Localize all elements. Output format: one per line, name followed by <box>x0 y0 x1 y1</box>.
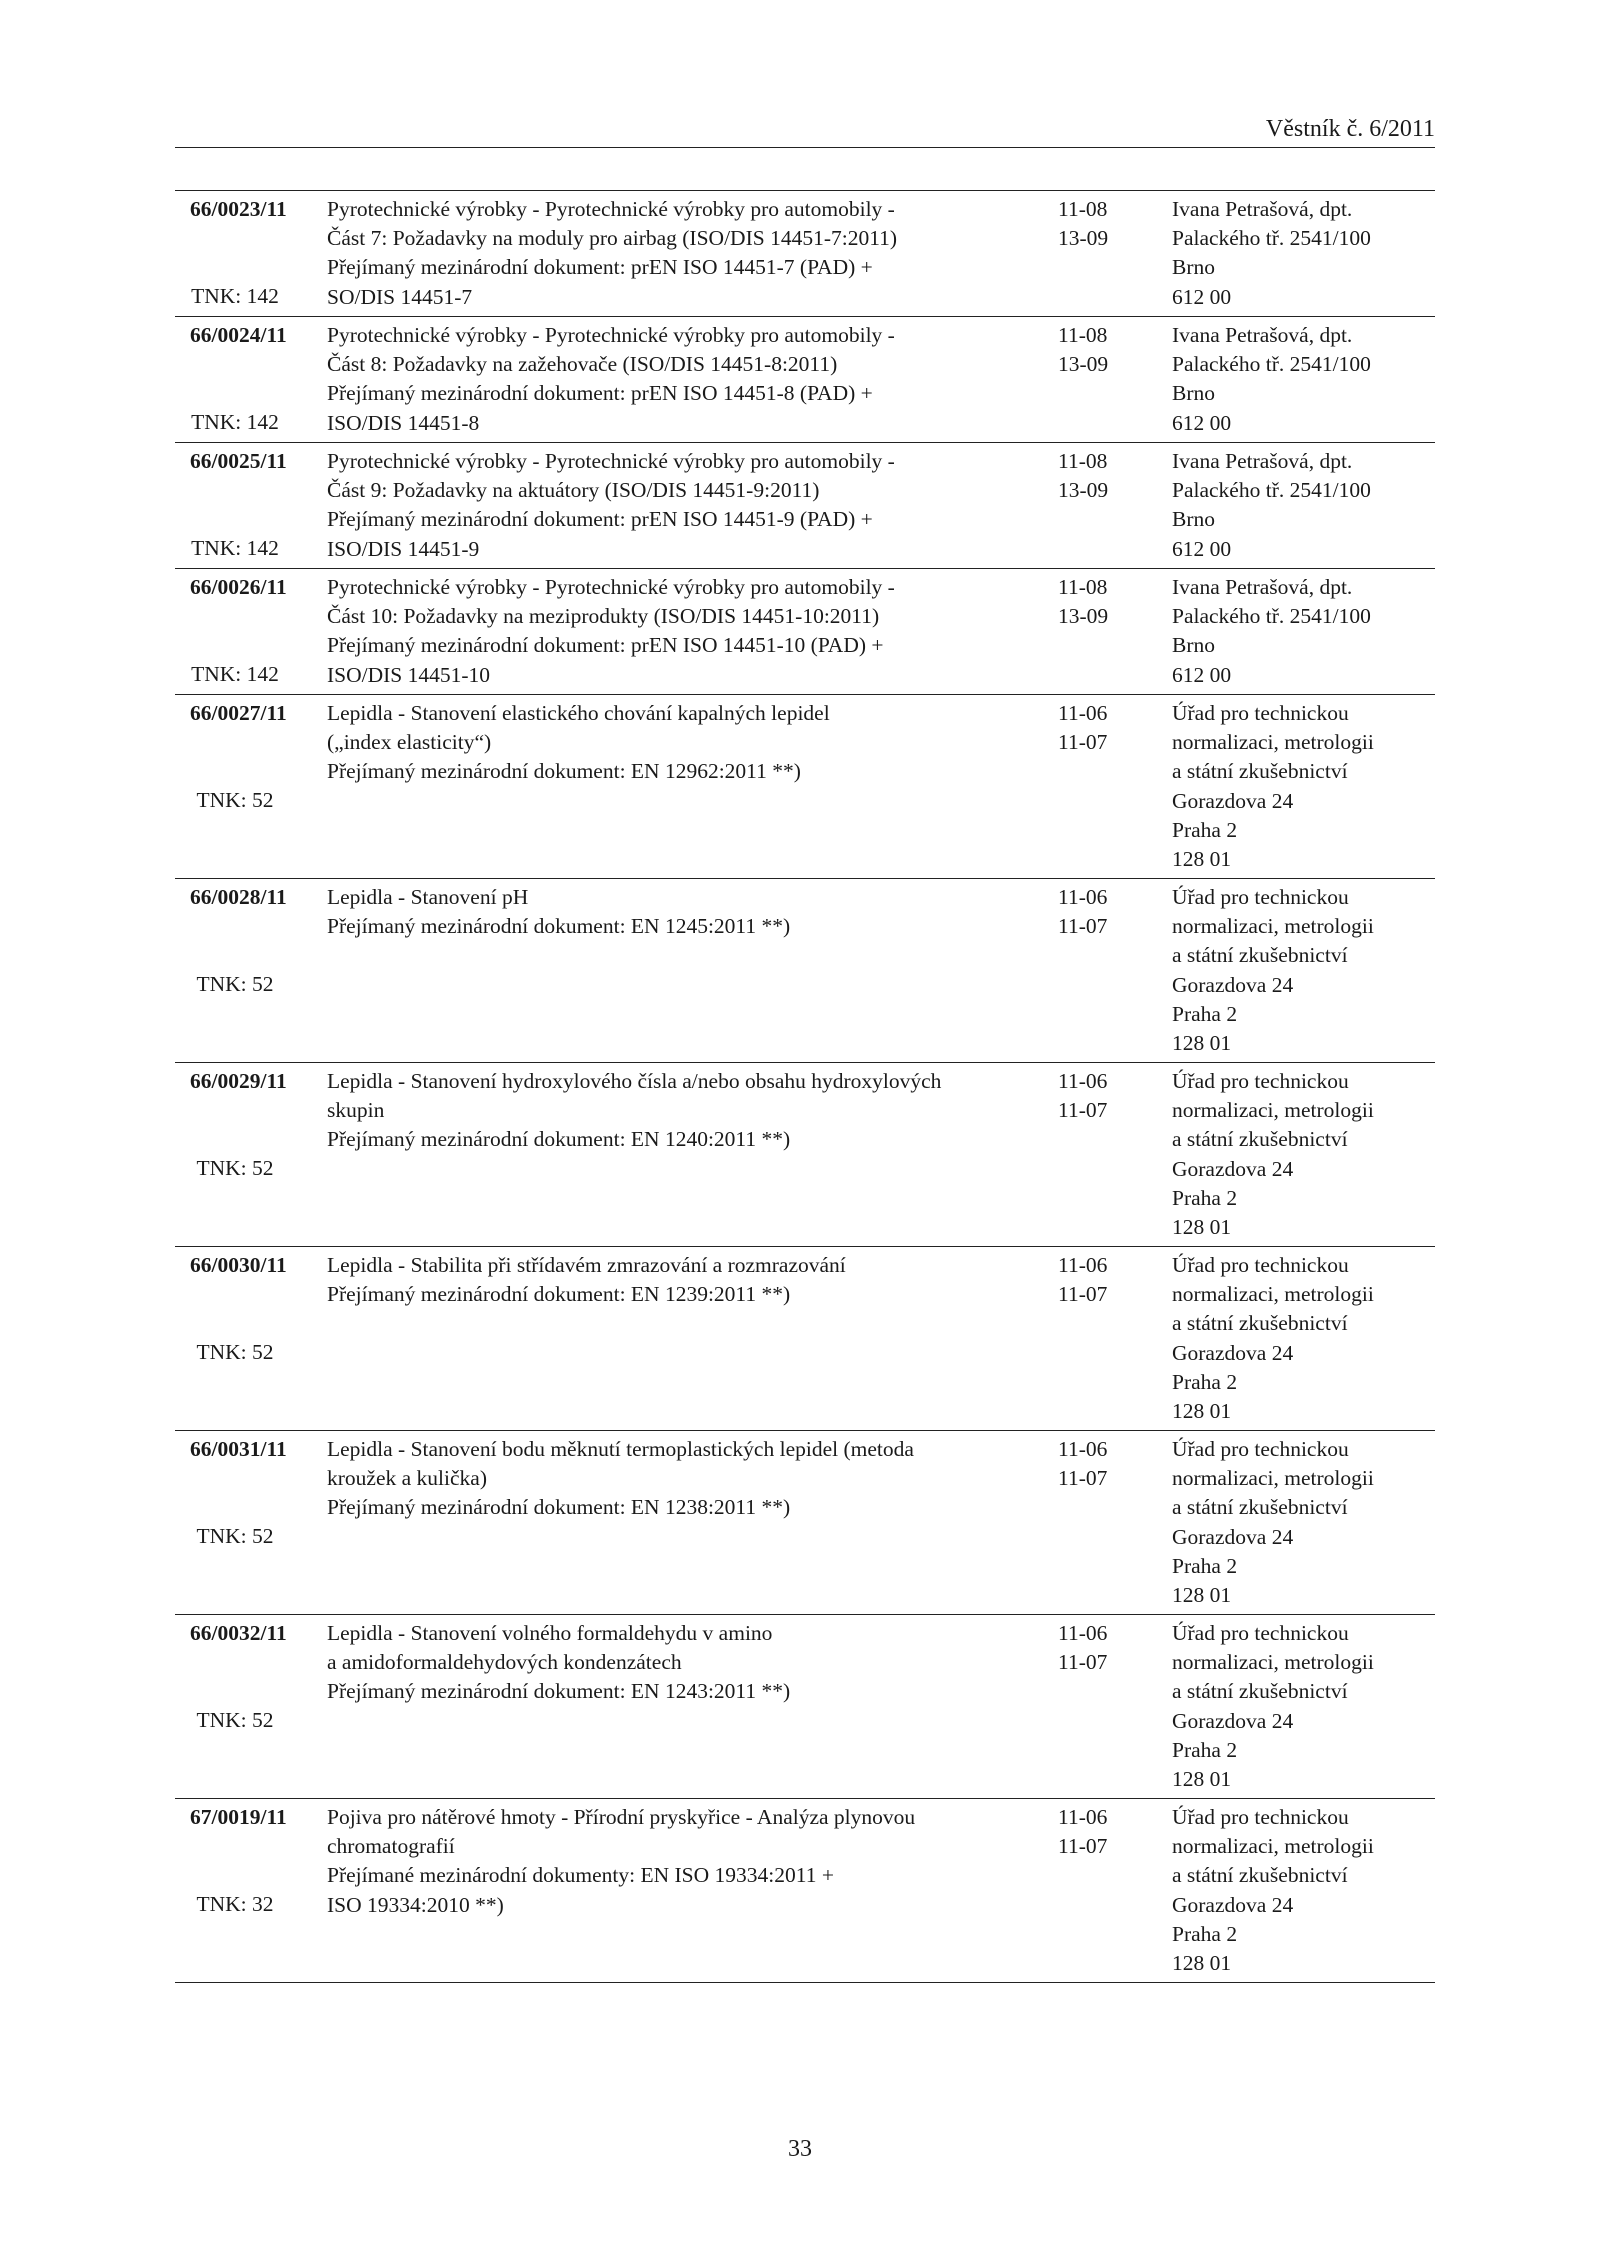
address-line: a státní zkušebnictví <box>1172 1863 1348 1888</box>
record-dates <box>1058 195 1138 253</box>
date-value: 11-08 <box>1058 575 1108 599</box>
record-dates <box>1058 699 1138 757</box>
address-line: Praha 2 <box>1172 1369 1238 1394</box>
description-line: Přejímaný mezinárodní dokument: EN 12962:2011 **) <box>327 759 801 784</box>
date-value: 11-08 <box>1058 197 1108 221</box>
description-line: Část 8: Požadavky na zažehovače (ISO/DIS 14451-8:2011) <box>327 352 838 377</box>
address-line: 612 00 <box>1172 662 1232 687</box>
record-dates <box>1058 1619 1138 1677</box>
address-line: Praha 2 <box>1172 1001 1238 1026</box>
address-line: normalizaci, metrologii <box>1172 1282 1374 1307</box>
record-tnk: TNK: 142 <box>191 284 279 308</box>
record-id: 66/0028/11 <box>190 885 287 909</box>
page-number: 33 <box>788 2136 812 2162</box>
record-tnk: TNK: 32 <box>196 1892 274 1916</box>
description-line: Pyrotechnické výrobky - Pyrotechnické výrobky pro automobily - <box>327 323 895 347</box>
journal-issue-title: Věstník č. 6/2011 <box>1265 116 1435 142</box>
description-line: Část 9: Požadavky na aktuátory (ISO/DIS 14451-9:2011) <box>327 478 820 503</box>
date-value: 11-06 <box>1058 1621 1108 1645</box>
address-line: Gorazdova 24 <box>1172 1892 1294 1917</box>
address-line: normalizaci, metrologii <box>1172 1098 1374 1123</box>
table-row <box>175 879 1435 1063</box>
description-line: skupin <box>327 1098 385 1123</box>
record-tnk: TNK: 52 <box>196 1340 274 1364</box>
description-line: ISO 19334:2010 **) <box>327 1892 504 1917</box>
address-line: Brno <box>1172 381 1215 406</box>
date-value: 11-08 <box>1058 323 1108 347</box>
record-tnk: TNK: 52 <box>196 1708 274 1732</box>
table-row <box>175 1431 1435 1615</box>
description-line: Přejímaný mezinárodní dokument: prEN ISO 14451-8 (PAD) + <box>327 381 873 406</box>
table-row <box>175 1063 1435 1247</box>
date-value: 11-06 <box>1058 1253 1108 1277</box>
date-value: 11-07 <box>1058 914 1108 939</box>
address-line: 612 00 <box>1172 284 1232 309</box>
record-tnk: TNK: 52 <box>196 1524 274 1548</box>
address-line: normalizaci, metrologii <box>1172 1834 1374 1859</box>
table-row <box>175 1247 1435 1431</box>
record-tnk: TNK: 52 <box>196 788 274 812</box>
description-line: Přejímané mezinárodní dokumenty: EN ISO 19334:2011 + <box>327 1863 834 1888</box>
record-id: 66/0025/11 <box>190 449 287 473</box>
record-address <box>1172 321 1442 438</box>
address-line: Praha 2 <box>1172 1553 1238 1578</box>
address-line: Brno <box>1172 255 1215 280</box>
address-line: normalizaci, metrologii <box>1172 1466 1374 1491</box>
record-address <box>1172 195 1442 312</box>
address-line: Gorazdova 24 <box>1172 1340 1294 1365</box>
address-line: Palackého tř. 2541/100 <box>1172 604 1371 629</box>
address-line: Praha 2 <box>1172 1737 1238 1762</box>
address-line: 128 01 <box>1172 1951 1232 1976</box>
table-row <box>175 1799 1435 1983</box>
address-line: Úřad pro technickou <box>1172 1069 1349 1093</box>
address-line: Ivana Petrašová, dpt. <box>1172 323 1353 347</box>
address-line: 128 01 <box>1172 1399 1232 1424</box>
table-row <box>175 191 1435 317</box>
address-line: Gorazdova 24 <box>1172 972 1294 997</box>
description-line: Přejímaný mezinárodní dokument: prEN ISO 14451-9 (PAD) + <box>327 507 873 532</box>
record-tnk: TNK: 52 <box>196 972 274 996</box>
address-line: 128 01 <box>1172 1583 1232 1608</box>
record-address <box>1172 573 1442 690</box>
record-address <box>1172 1803 1442 1978</box>
date-value: 11-07 <box>1058 1466 1108 1491</box>
address-line: Brno <box>1172 507 1215 532</box>
address-line: normalizaci, metrologii <box>1172 730 1374 755</box>
record-address <box>1172 1619 1442 1794</box>
description-line: ISO/DIS 14451-10 <box>327 662 491 687</box>
address-line: Úřad pro technickou <box>1172 1253 1349 1277</box>
date-value: 11-07 <box>1058 1282 1108 1307</box>
record-id: 66/0031/11 <box>190 1437 287 1461</box>
record-dates <box>1058 1435 1138 1493</box>
record-dates <box>1058 447 1138 505</box>
date-value: 13-09 <box>1058 226 1109 251</box>
record-dates <box>1058 1251 1138 1309</box>
address-line: Úřad pro technickou <box>1172 885 1349 909</box>
address-line: a státní zkušebnictví <box>1172 943 1348 968</box>
record-id: 66/0027/11 <box>190 701 287 725</box>
address-line: Palackého tř. 2541/100 <box>1172 226 1371 251</box>
description-line: chromatografií <box>327 1834 455 1859</box>
address-line: a státní zkušebnictví <box>1172 759 1348 784</box>
address-line: 128 01 <box>1172 1767 1232 1792</box>
address-line: Praha 2 <box>1172 1921 1238 1946</box>
record-id: 66/0029/11 <box>190 1069 287 1093</box>
record-tnk: TNK: 142 <box>191 662 279 686</box>
record-dates <box>1058 883 1138 941</box>
description-line: Přejímaný mezinárodní dokument: EN 1238:2011 **) <box>327 1495 791 1520</box>
address-line: Úřad pro technickou <box>1172 1621 1349 1645</box>
description-line: Pyrotechnické výrobky - Pyrotechnické výrobky pro automobily - <box>327 449 895 473</box>
standards-records-table <box>175 190 1435 1983</box>
address-line: 128 01 <box>1172 847 1232 872</box>
address-line: 612 00 <box>1172 536 1232 561</box>
description-line: Lepidla - Stanovení elastického chování kapalných lepidel <box>327 701 830 725</box>
record-tnk: TNK: 142 <box>191 410 279 434</box>
address-line: a státní zkušebnictví <box>1172 1127 1348 1152</box>
description-line: Pyrotechnické výrobky - Pyrotechnické výrobky pro automobily - <box>327 575 895 599</box>
date-value: 11-07 <box>1058 1834 1108 1859</box>
address-line: Gorazdova 24 <box>1172 1156 1294 1181</box>
record-id: 66/0026/11 <box>190 575 287 599</box>
page-header <box>175 108 1435 148</box>
record-dates <box>1058 321 1138 379</box>
description-line: SO/DIS 14451-7 <box>327 284 473 309</box>
address-line: Úřad pro technickou <box>1172 1437 1349 1461</box>
address-line: 612 00 <box>1172 410 1232 435</box>
description-line: Lepidla - Stanovení pH <box>327 885 529 909</box>
record-id: 66/0032/11 <box>190 1621 287 1645</box>
date-value: 13-09 <box>1058 604 1109 629</box>
address-line: a státní zkušebnictví <box>1172 1311 1348 1336</box>
description-line: Lepidla - Stanovení bodu měknutí termoplastických lepidel (metoda <box>327 1437 914 1461</box>
record-tnk: TNK: 142 <box>191 536 279 560</box>
record-id: 66/0030/11 <box>190 1253 287 1277</box>
description-line: Přejímaný mezinárodní dokument: prEN ISO 14451-7 (PAD) + <box>327 255 873 280</box>
record-dates <box>1058 1067 1138 1125</box>
address-line: Úřad pro technickou <box>1172 701 1349 725</box>
address-line: Gorazdova 24 <box>1172 1524 1294 1549</box>
record-dates <box>1058 573 1138 631</box>
date-value: 11-06 <box>1058 885 1108 909</box>
description-line: Přejímaný mezinárodní dokument: EN 1243:2011 **) <box>327 1679 791 1704</box>
record-tnk: TNK: 52 <box>196 1156 274 1180</box>
description-line: Část 7: Požadavky na moduly pro airbag (ISO/DIS 14451-7:2011) <box>327 226 898 251</box>
description-line: Část 10: Požadavky na meziprodukty (ISO/DIS 14451-10:2011) <box>327 604 880 629</box>
record-id: 66/0024/11 <box>190 323 287 347</box>
address-line: 128 01 <box>1172 1031 1232 1056</box>
address-line: Praha 2 <box>1172 1185 1238 1210</box>
address-line: 128 01 <box>1172 1215 1232 1240</box>
table-row <box>175 695 1435 879</box>
table-row <box>175 569 1435 695</box>
record-address <box>1172 883 1442 1058</box>
date-value: 11-07 <box>1058 730 1108 755</box>
description-line: Lepidla - Stanovení volného formaldehydu v amino <box>327 1621 773 1645</box>
description-line: a amidoformaldehydových kondenzátech <box>327 1650 682 1675</box>
description-line: Přejímaný mezinárodní dokument: prEN ISO 14451-10 (PAD) + <box>327 633 884 658</box>
record-address <box>1172 1435 1442 1610</box>
address-line: Palackého tř. 2541/100 <box>1172 478 1371 503</box>
address-line: normalizaci, metrologii <box>1172 914 1374 939</box>
description-line: Pojiva pro nátěrové hmoty - Přírodní pryskyřice - Analýza plynovou <box>327 1805 916 1829</box>
address-line: Ivana Petrašová, dpt. <box>1172 449 1353 473</box>
description-line: Lepidla - Stabilita při střídavém zmrazování a rozmrazování <box>327 1253 846 1277</box>
date-value: 11-06 <box>1058 1805 1108 1829</box>
date-value: 11-08 <box>1058 449 1108 473</box>
date-value: 11-06 <box>1058 1437 1108 1461</box>
date-value: 11-07 <box>1058 1650 1108 1675</box>
address-line: Praha 2 <box>1172 817 1238 842</box>
description-line: Přejímaný mezinárodní dokument: EN 1245:2011 **) <box>327 914 791 939</box>
date-value: 11-06 <box>1058 1069 1108 1093</box>
address-line: Gorazdova 24 <box>1172 1708 1294 1733</box>
date-value: 11-07 <box>1058 1098 1108 1123</box>
address-line: a státní zkušebnictví <box>1172 1679 1348 1704</box>
record-dates <box>1058 1803 1138 1861</box>
address-line: Ivana Petrašová, dpt. <box>1172 197 1353 221</box>
description-line: („index elasticity“) <box>327 730 492 755</box>
description-line: Lepidla - Stanovení hydroxylového čísla a/nebo obsahu hydroxylových <box>327 1069 942 1093</box>
address-line: Palackého tř. 2541/100 <box>1172 352 1371 377</box>
date-value: 13-09 <box>1058 478 1109 503</box>
address-line: normalizaci, metrologii <box>1172 1650 1374 1675</box>
address-line: Brno <box>1172 633 1215 658</box>
record-address <box>1172 1067 1442 1242</box>
address-line: Gorazdova 24 <box>1172 788 1294 813</box>
address-line: Ivana Petrašová, dpt. <box>1172 575 1353 599</box>
address-line: a státní zkušebnictví <box>1172 1495 1348 1520</box>
date-value: 13-09 <box>1058 352 1109 377</box>
address-line: Úřad pro technickou <box>1172 1805 1349 1829</box>
description-line: ISO/DIS 14451-9 <box>327 536 480 561</box>
record-id: 67/0019/11 <box>190 1805 287 1829</box>
description-line: Přejímaný mezinárodní dokument: EN 1239:2011 **) <box>327 1282 791 1307</box>
record-address <box>1172 447 1442 564</box>
date-value: 11-06 <box>1058 701 1108 725</box>
table-row <box>175 317 1435 443</box>
description-line: ISO/DIS 14451-8 <box>327 410 480 435</box>
record-address <box>1172 1251 1442 1426</box>
description-line: Přejímaný mezinárodní dokument: EN 1240:2011 **) <box>327 1127 791 1152</box>
table-row <box>175 1615 1435 1799</box>
description-line: Pyrotechnické výrobky - Pyrotechnické výrobky pro automobily - <box>327 197 895 221</box>
record-id: 66/0023/11 <box>190 197 287 221</box>
table-row <box>175 443 1435 569</box>
record-address <box>1172 699 1442 874</box>
description-line: kroužek a kulička) <box>327 1466 487 1491</box>
